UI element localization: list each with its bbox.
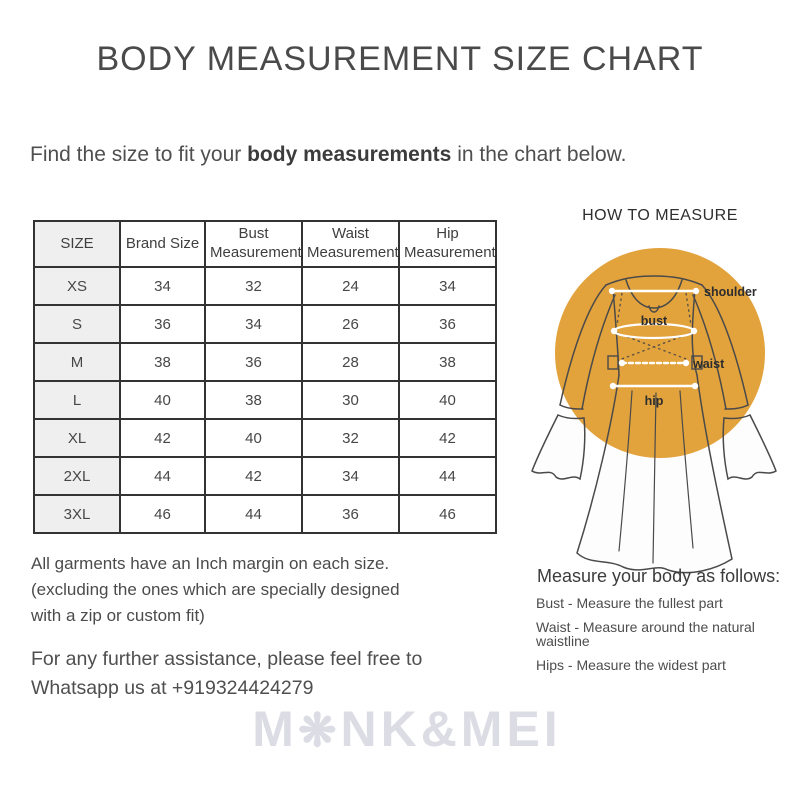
hip-label: hip: [644, 394, 664, 408]
cell-bust: 42: [205, 457, 302, 495]
subtitle: [30, 143, 626, 167]
table-row: [34, 457, 496, 495]
cell-hip: 40: [399, 381, 496, 419]
how-to-measure-title: HOW TO MEASURE: [582, 207, 738, 224]
cell-brand: 36: [120, 305, 205, 343]
cell-hip: 42: [399, 419, 496, 457]
cell-hip: 38: [399, 343, 496, 381]
waist-label: waist: [693, 357, 725, 371]
subtitle-prefix: Find the size to fit your: [30, 143, 248, 166]
cell-bust: 40: [205, 419, 302, 457]
size-table-body: [34, 267, 496, 533]
cell-size: S: [34, 305, 120, 343]
cell-brand: 42: [120, 419, 205, 457]
page-title: BODY MEASUREMENT SIZE CHART: [96, 40, 704, 78]
cell-brand: 46: [120, 495, 205, 533]
cell-waist: 36: [302, 495, 399, 533]
header-bust: Bust Measurement: [205, 221, 302, 267]
table-row: [34, 381, 496, 419]
cell-size: XL: [34, 419, 120, 457]
table-row: [34, 305, 496, 343]
cell-brand: 38: [120, 343, 205, 381]
measure-instructions-list: [536, 596, 800, 682]
size-table-header: [34, 221, 496, 267]
note-line: (excluding the ones which are specially designed: [31, 580, 400, 599]
note-line: For any further assistance, please feel free to: [31, 648, 423, 670]
cell-bust: 44: [205, 495, 302, 533]
cell-size: XS: [34, 267, 120, 305]
cell-size: M: [34, 343, 120, 381]
header-waist: Waist Measurement: [302, 221, 399, 267]
header-size: SIZE: [34, 221, 120, 267]
cell-waist: 30: [302, 381, 399, 419]
cell-size: L: [34, 381, 120, 419]
note-line: All garments have an Inch margin on each size.: [31, 554, 390, 573]
table-row: [34, 419, 496, 457]
cell-waist: 26: [302, 305, 399, 343]
measurement-illustration: [520, 233, 800, 583]
list-item: Waist - Measure around the natural waistline: [536, 619, 755, 649]
cell-hip: 34: [399, 267, 496, 305]
cell-size: 3XL: [34, 495, 120, 533]
cell-bust: 38: [205, 381, 302, 419]
cell-brand: 44: [120, 457, 205, 495]
cell-waist: 34: [302, 457, 399, 495]
left-ruffle-fill: [532, 415, 585, 479]
assistance-note: [31, 645, 422, 703]
whatsapp-line: Whatsapp us at +919324424279: [31, 677, 314, 699]
watermark-pre: M: [252, 701, 298, 757]
shoulder-label: shoulder: [704, 285, 757, 299]
subtitle-bold: body measurements: [247, 143, 452, 166]
inch-margin-note: [31, 551, 400, 629]
note-line: with a zip or custom fit): [31, 606, 205, 625]
list-item: Hips - Measure the widest part: [536, 657, 726, 673]
table-header-row: [34, 221, 496, 267]
cell-brand: 40: [120, 381, 205, 419]
cell-hip: 36: [399, 305, 496, 343]
cell-size: 2XL: [34, 457, 120, 495]
table-row: [34, 343, 496, 381]
measure-circle: [555, 248, 765, 458]
bust-label: bust: [640, 314, 668, 328]
brand-watermark: [207, 700, 607, 758]
table-row: [34, 495, 496, 533]
measure-instructions-title: Measure your body as follows:: [537, 566, 781, 586]
cell-hip: 46: [399, 495, 496, 533]
list-item: Bust - Measure the fullest part: [536, 595, 723, 611]
cell-bust: 34: [205, 305, 302, 343]
table-row: [34, 267, 496, 305]
size-table: [33, 220, 497, 534]
cell-bust: 36: [205, 343, 302, 381]
header-hip: Hip Measurement: [399, 221, 496, 267]
cell-waist: 28: [302, 343, 399, 381]
cell-brand: 34: [120, 267, 205, 305]
cell-bust: 32: [205, 267, 302, 305]
watermark-post: NK&MEI: [340, 701, 562, 757]
cell-waist: 24: [302, 267, 399, 305]
mandala-icon: ❋: [297, 704, 341, 756]
cell-hip: 44: [399, 457, 496, 495]
subtitle-suffix: in the chart below.: [451, 143, 627, 166]
cell-waist: 32: [302, 419, 399, 457]
header-brand-size: Brand Size: [120, 221, 205, 267]
